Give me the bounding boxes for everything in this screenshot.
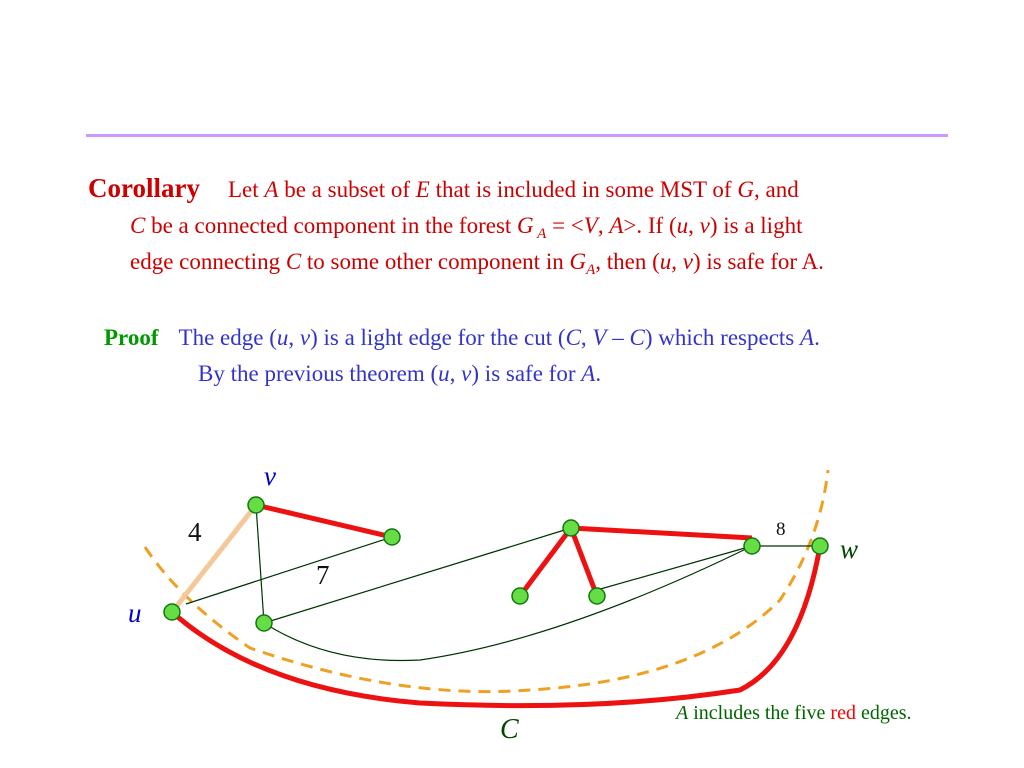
text: = < — [546, 213, 584, 238]
weight-label-7: 7 — [316, 560, 330, 590]
weight-label-4: 4 — [188, 517, 202, 547]
text: ) is a light edge for the cut ( — [310, 325, 566, 350]
var-v: v — [682, 249, 693, 274]
red-edge-3 — [520, 528, 571, 596]
subscript-a: A — [533, 226, 547, 242]
proof-heading: Proof — [104, 325, 159, 350]
edge-to-hub — [597, 546, 752, 590]
text: ) is safe for — [471, 361, 582, 386]
figure-caption — [676, 702, 912, 725]
text: The edge ( — [178, 325, 277, 350]
var-e: E — [415, 177, 430, 202]
text: , — [449, 361, 462, 386]
text: includes the five — [688, 702, 831, 724]
text: ) which respects — [644, 325, 801, 350]
light-edge-u-v — [172, 505, 256, 612]
red-edge-1 — [256, 505, 392, 537]
node — [384, 529, 400, 545]
label-u: u — [128, 598, 142, 628]
var-a: A — [581, 361, 596, 386]
var-a: A — [676, 702, 689, 724]
node — [256, 615, 272, 631]
var-a: A — [609, 213, 624, 238]
var-g: G — [737, 177, 754, 202]
edge-v-to-left-bottom — [256, 505, 264, 623]
text: , — [671, 249, 683, 274]
text: , then ( — [595, 249, 660, 274]
text: – — [606, 325, 630, 350]
var-u: u — [676, 213, 689, 238]
text: be a connected component in the forest — [145, 213, 518, 238]
label-c: C — [500, 714, 519, 745]
label-w: w — [840, 534, 859, 564]
subscript-a: A — [586, 262, 596, 278]
text: By the previous theorem ( — [198, 361, 439, 386]
var-g: G — [517, 213, 534, 238]
node-u — [164, 604, 180, 620]
text: , — [288, 325, 300, 350]
var-a: A — [800, 325, 815, 350]
text: >. If ( — [623, 213, 677, 238]
weight-label-8: 8 — [776, 519, 786, 540]
var-a: A — [264, 177, 279, 202]
var-c: C — [629, 325, 645, 350]
var-u: u — [659, 249, 672, 274]
edge-weight-7 — [264, 528, 571, 623]
text: that is included in some MST of — [429, 177, 738, 202]
var-v: V — [583, 213, 598, 238]
var-g: G — [569, 249, 587, 274]
text: ) is safe for A. — [693, 249, 824, 274]
node — [563, 520, 579, 536]
edge-long-curve — [264, 546, 752, 661]
var-c: C — [130, 213, 146, 238]
node-v — [248, 497, 264, 513]
label-v: v — [264, 461, 276, 491]
red-word: red — [830, 702, 856, 724]
node — [589, 588, 605, 604]
var-v: v — [699, 213, 710, 238]
text: , — [580, 325, 593, 350]
var-c: C — [565, 325, 581, 350]
text: , and — [753, 177, 799, 202]
edge-u-to-right-node — [186, 537, 392, 604]
red-edge-4 — [571, 528, 597, 596]
var-c: C — [285, 249, 302, 274]
node — [512, 588, 528, 604]
var-u: u — [438, 361, 450, 386]
text: . — [814, 325, 820, 350]
node-w — [812, 538, 828, 554]
var-v: v — [299, 325, 311, 350]
text: Let — [227, 177, 265, 202]
text: , — [597, 213, 610, 238]
var-u: u — [276, 325, 289, 350]
text: . — [595, 361, 602, 386]
text: , — [688, 213, 700, 238]
var-v: v — [461, 361, 472, 386]
text: be a subset of — [278, 177, 416, 202]
corollary-heading: Corollary — [88, 173, 200, 203]
text: edge connecting — [130, 249, 286, 274]
text: edges. — [855, 702, 912, 724]
text: ) is a light — [709, 213, 803, 238]
red-edge-2 — [571, 528, 752, 538]
text: to some other component in — [301, 249, 570, 274]
var-v: V — [592, 325, 607, 350]
node — [744, 538, 760, 554]
